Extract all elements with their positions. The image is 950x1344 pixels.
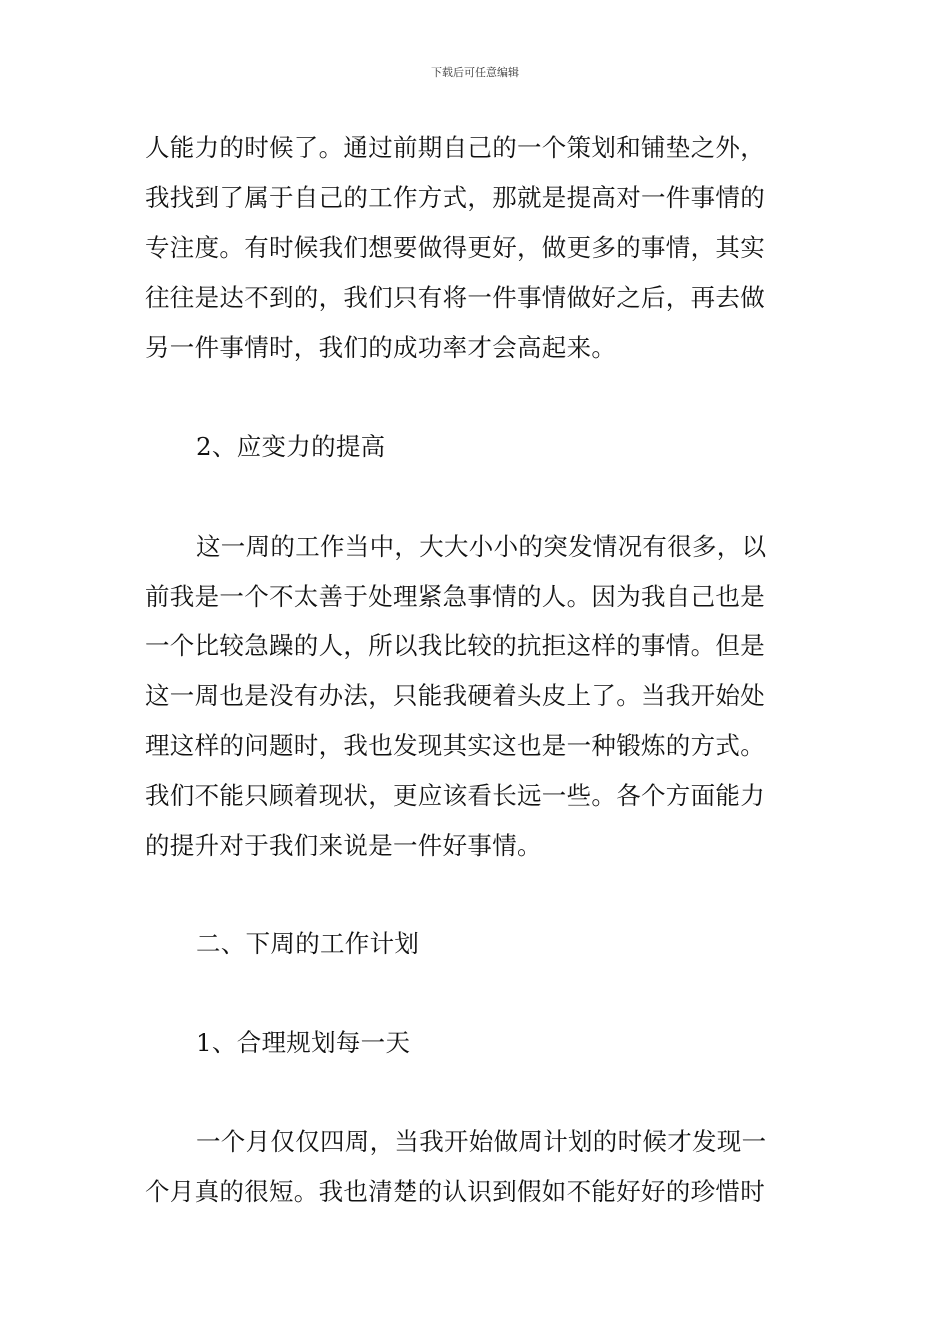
paragraph-1-line-5: 另一件事情时，我们的成功率才会高起来。 bbox=[145, 333, 617, 362]
paragraph-1-line-4: 往往是达不到的，我们只有将一件事情做好之后，再去做 bbox=[145, 283, 765, 312]
subheading-adaptability: 2、应变力的提高 bbox=[196, 432, 386, 461]
section-heading-next-week-plan: 二、下周的工作计划 bbox=[196, 929, 420, 958]
paragraph-3-line-2: 个月真的很短。我也清楚的认识到假如不能好好的珍惜时 bbox=[145, 1177, 765, 1206]
paragraph-2-line-1: 这一周的工作当中，大大小小的突发情况有很多，以 bbox=[196, 532, 767, 561]
paragraph-2-line-2: 前我是一个不太善于处理紧急事情的人。因为我自己也是 bbox=[145, 582, 765, 611]
paragraph-1-line-3: 专注度。有时候我们想要做得更好，做更多的事情，其实 bbox=[145, 233, 765, 262]
subheading-daily-planning: 1、合理规划每一天 bbox=[196, 1028, 411, 1057]
paragraph-2-line-4: 这一周也是没有办法，只能我硬着头皮上了。当我开始处 bbox=[145, 681, 765, 710]
page-header: 下载后可任意编辑 bbox=[431, 66, 519, 79]
paragraph-2-line-6: 我们不能只顾着现状，更应该看长远一些。各个方面能力 bbox=[145, 781, 765, 810]
paragraph-1-line-2: 我找到了属于自己的工作方式，那就是提高对一件事情的 bbox=[145, 183, 765, 212]
paragraph-2-line-7: 的提升对于我们来说是一件好事情。 bbox=[145, 831, 542, 860]
paragraph-1-line-1: 人能力的时候了。通过前期自己的一个策划和铺垫之外， bbox=[145, 133, 765, 162]
paragraph-2-line-5: 理这样的问题时，我也发现其实这也是一种锻炼的方式。 bbox=[145, 731, 765, 760]
paragraph-3-line-1: 一个月仅仅四周，当我开始做周计划的时候才发现一 bbox=[196, 1127, 767, 1156]
paragraph-2-line-3: 一个比较急躁的人，所以我比较的抗拒这样的事情。但是 bbox=[145, 631, 765, 660]
